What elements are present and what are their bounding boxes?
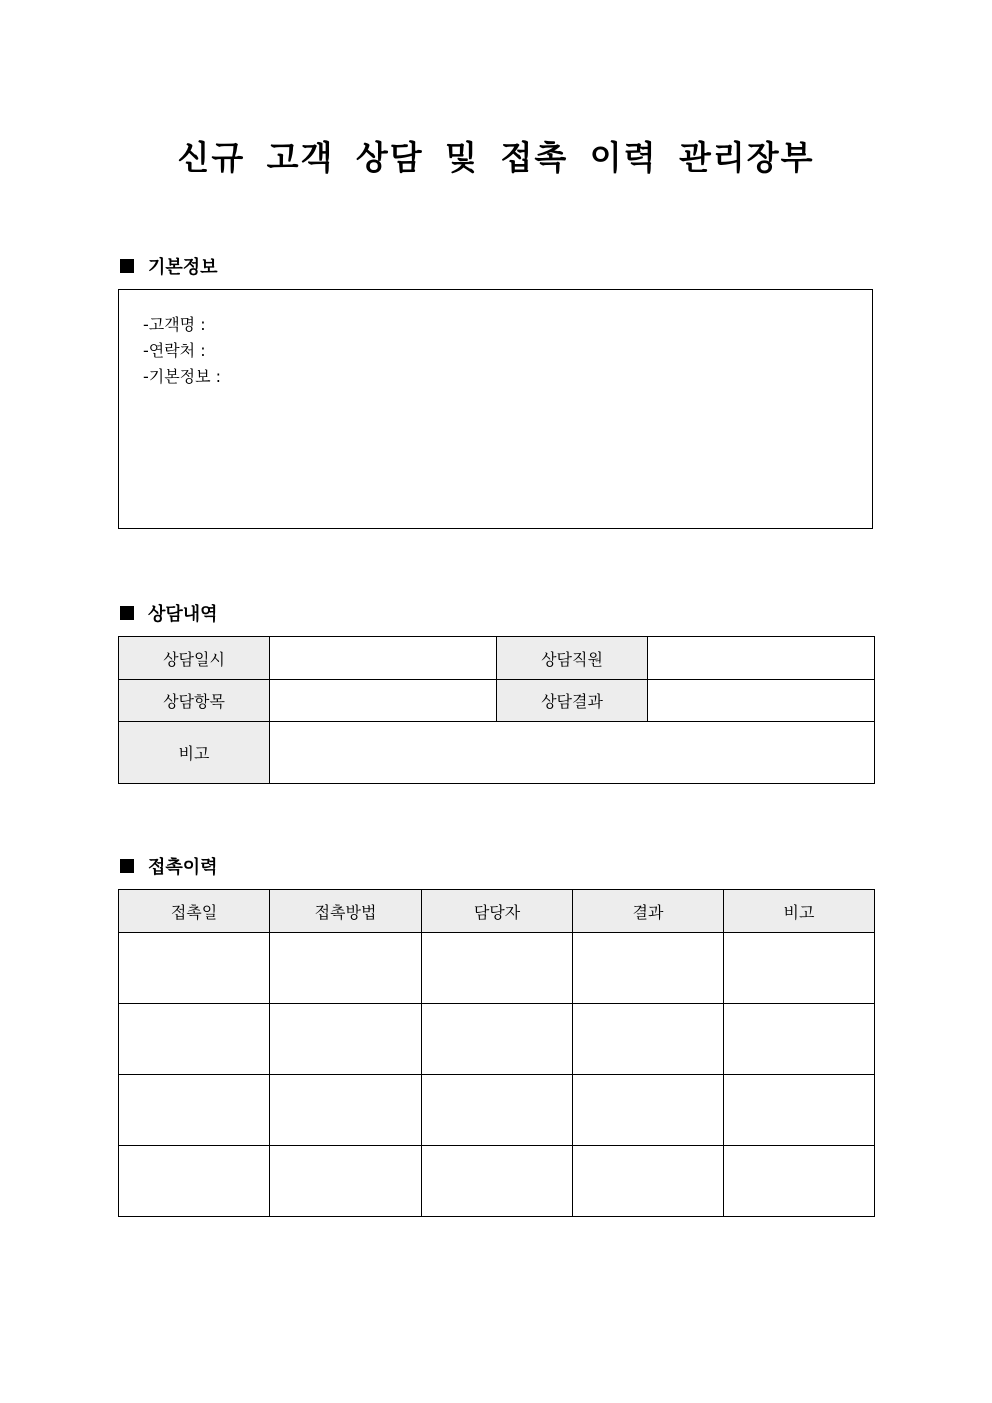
consult-note-label: 비고 bbox=[119, 722, 270, 784]
table-cell[interactable] bbox=[422, 1146, 573, 1217]
square-bullet-icon bbox=[120, 859, 134, 873]
table-cell[interactable] bbox=[422, 1075, 573, 1146]
table-cell[interactable] bbox=[724, 1075, 875, 1146]
table-cell[interactable] bbox=[270, 1075, 422, 1146]
square-bullet-icon bbox=[120, 606, 134, 620]
section-heading-label: 상담내역 bbox=[148, 604, 218, 625]
section-heading-label: 기본정보 bbox=[148, 257, 218, 278]
basic-info-box[interactable] bbox=[118, 289, 873, 529]
table-cell[interactable] bbox=[573, 1146, 724, 1217]
table-cell[interactable] bbox=[270, 1146, 422, 1217]
section-heading-basic bbox=[118, 253, 218, 279]
consult-item-label: 상담항목 bbox=[119, 680, 270, 722]
consult-date-label: 상담일시 bbox=[119, 637, 270, 680]
customer-name-line: -고객명 : bbox=[143, 315, 206, 334]
section-heading-consult bbox=[118, 600, 218, 626]
table-cell[interactable] bbox=[573, 1075, 724, 1146]
table-header-row bbox=[119, 890, 875, 933]
table-cell[interactable] bbox=[573, 1004, 724, 1075]
table-cell[interactable] bbox=[119, 933, 270, 1004]
column-header-result: 결과 bbox=[573, 890, 724, 933]
table-cell[interactable] bbox=[422, 1004, 573, 1075]
consult-result-cell[interactable] bbox=[648, 680, 875, 722]
table-cell[interactable] bbox=[119, 1004, 270, 1075]
page-title: 신규 고객 상담 및 접촉 이력 관리장부 bbox=[177, 138, 815, 177]
column-header-method: 접촉방법 bbox=[270, 890, 422, 933]
section-heading-label: 접촉이력 bbox=[148, 857, 218, 878]
column-header-note: 비고 bbox=[724, 890, 875, 933]
basic-info-line: -기본정보 : bbox=[143, 367, 222, 386]
consult-staff-cell[interactable] bbox=[648, 637, 875, 680]
table-cell[interactable] bbox=[270, 933, 422, 1004]
contact-history-table bbox=[118, 889, 875, 1217]
consult-table bbox=[118, 636, 875, 784]
column-header-manager: 담당자 bbox=[422, 890, 573, 933]
table-cell[interactable] bbox=[422, 933, 573, 1004]
table-cell[interactable] bbox=[119, 1075, 270, 1146]
table-row bbox=[119, 722, 875, 784]
section-heading-contact bbox=[118, 853, 218, 879]
table-row bbox=[119, 933, 875, 1004]
table-row bbox=[119, 637, 875, 680]
table-cell[interactable] bbox=[119, 1146, 270, 1217]
table-row bbox=[119, 1146, 875, 1217]
consult-item-cell[interactable] bbox=[270, 680, 497, 722]
table-cell[interactable] bbox=[724, 933, 875, 1004]
consult-result-label: 상담결과 bbox=[497, 680, 648, 722]
table-row bbox=[119, 1075, 875, 1146]
table-row bbox=[119, 680, 875, 722]
consult-date-cell[interactable] bbox=[270, 637, 497, 680]
table-cell[interactable] bbox=[270, 1004, 422, 1075]
contact-line: -연락처 : bbox=[143, 341, 206, 360]
square-bullet-icon bbox=[120, 259, 134, 273]
column-header-date: 접촉일 bbox=[119, 890, 270, 933]
table-row bbox=[119, 1004, 875, 1075]
table-cell[interactable] bbox=[573, 933, 724, 1004]
consult-staff-label: 상담직원 bbox=[497, 637, 648, 680]
table-cell[interactable] bbox=[724, 1004, 875, 1075]
table-cell[interactable] bbox=[724, 1146, 875, 1217]
consult-note-cell[interactable] bbox=[270, 722, 875, 784]
